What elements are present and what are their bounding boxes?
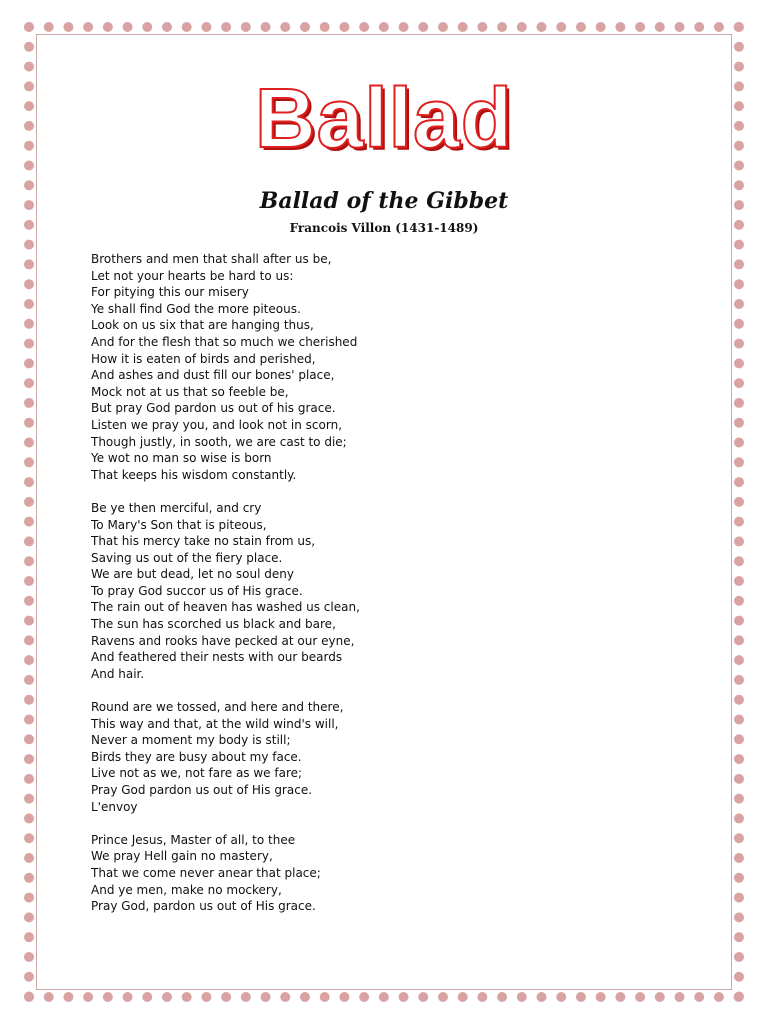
poem-body [91,251,691,931]
poem-author: Francois Villon (1431-1489) [289,221,479,235]
poem-line: Pray God pardon us out of His grace. [91,783,313,797]
poem-line: Never a moment my body is still; [91,733,291,748]
poem-line: That keeps his wisdom constantly. [91,467,297,482]
poem-line: Though justly, in sooth, we are cast to die; [91,434,347,449]
poem-stanza [91,500,691,683]
poem-line: Ravens and rooks have pecked at our eyne, [91,633,355,648]
poem-line: Pray God, pardon us out of His grace. [91,899,316,914]
poem-line: To pray God succor us of His grace. [91,583,303,598]
poem-line: Ye wot no man so wise is born [91,451,272,466]
poem-line: The sun has scorched us black and bare, [91,617,336,632]
poem-line: We pray Hell gain no mastery, [91,849,273,864]
poem-stanza [91,832,691,915]
poem-line: And feathered their nests with our beards [91,650,343,665]
poem-line: Ye shall find God the more piteous. [91,301,301,316]
poem-line: And hair. [91,666,145,681]
poem-line: Look on us six that are hanging thus, [91,318,314,333]
poem-title: Ballad of the Gibbet [259,188,509,214]
poem-line: Listen we pray you, and look not in scorn, [91,417,343,432]
poem-line: To Mary's Son that is piteous, [91,517,267,532]
poem-line: Be ye then merciful, and cry [91,500,262,515]
poem-line: Mock not at us that so feeble be, [91,384,289,399]
poem-line: But pray God pardon us out of his grace. [91,401,336,416]
poem-line: How it is eaten of birds and perished, [91,351,316,366]
poem-line: Birds they are busy about my face. [91,749,302,764]
poem-stanza [91,699,691,815]
poem-line: And ashes and dust fill our bones' place, [91,368,335,383]
poem-line: Saving us out of the fiery place. [91,550,283,565]
poem-line: For pitying this our misery [91,285,249,300]
poem-line: Live not as we, not fare as we fare; [91,766,303,781]
poem-line: The rain out of heaven has washed us clean, [91,600,360,615]
poem-line: Prince Jesus, Master of all, to thee [91,832,296,847]
poem-line: And ye men, make no mockery, [91,882,282,897]
poem-line: Let not your hearts be hard to us: [91,268,294,283]
poem-stanza [91,251,691,483]
poem-line: L'envoy [91,799,138,814]
poem-line: Brothers and men that shall after us be, [91,252,332,266]
poem-line: That we come never anear that place; [91,865,321,880]
poem-line: And for the flesh that so much we cherished [91,334,358,349]
poem-line: We are but dead, let no soul deny [91,567,294,582]
poem-line: This way and that, at the wild wind's will, [91,716,339,731]
page-heading: Ballad [254,71,514,165]
poem-line: Round are we tossed, and here and there, [91,700,344,715]
poem-line: That his mercy take no stain from us, [91,534,316,549]
